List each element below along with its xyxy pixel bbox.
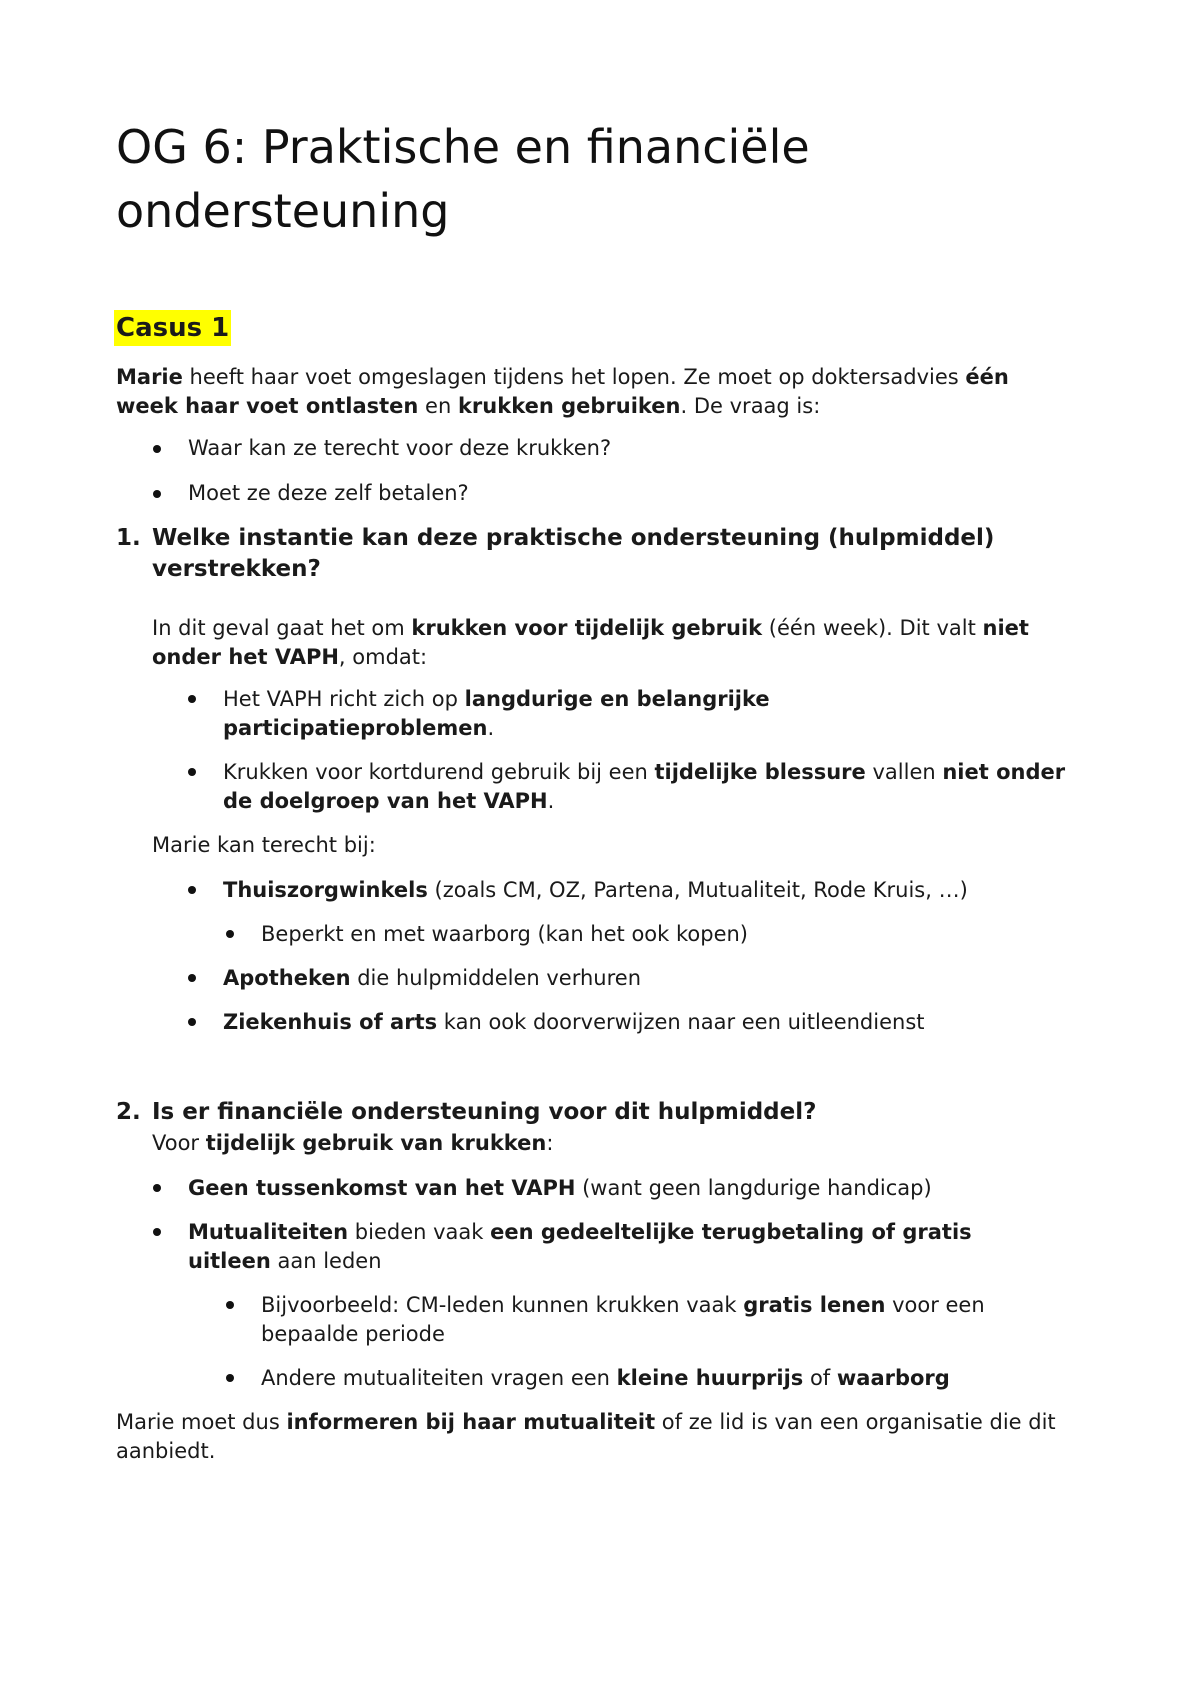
casus-heading: Casus 1	[114, 310, 231, 346]
q2-sub-bullet-2	[261, 1364, 1121, 1393]
q2-bullet-mutualiteiten	[188, 1218, 1048, 1276]
q1-bullet-2-bold-2: niet onder de doelgroep van het VAPH	[223, 760, 1066, 813]
q2-sub-1-bold: gratis lenen	[743, 1293, 886, 1317]
intro-bullet-2: Moet ze deze zelf betalen?	[188, 481, 469, 505]
q1-text-1: In dit geval gaat het om	[152, 616, 412, 640]
q2-sub-bullet-1	[261, 1291, 1061, 1349]
q1-text-3: , omdat:	[338, 645, 428, 669]
option-1-sub: Beperkt en met waarborg (kan het ook kopen)	[261, 922, 748, 946]
bullet-dot	[153, 445, 161, 453]
option-thuiszorgwinkels	[223, 876, 968, 905]
option-1-text: (zoals CM, OZ, Partena, Mutualiteit, Rode Kruis, …)	[427, 878, 968, 902]
option-3-text: kan ook doorverwijzen naar een uitleendienst	[437, 1010, 925, 1034]
q2-bullet-1-bold: Geen tussenkomst van het VAPH	[188, 1176, 576, 1200]
intro-bold-2: krukken gebruiken	[457, 394, 681, 418]
q2-bullet-1-text: (want geen langdurige handicap)	[575, 1176, 932, 1200]
q1-paragraph	[152, 614, 1102, 672]
intro-text-3: . De vraag is:	[680, 394, 821, 418]
bullet-dot	[188, 768, 196, 776]
bullet-dot	[153, 1184, 161, 1192]
q2-sub-1-text-1: Bijvoorbeeld: CM-leden kunnen krukken vaak	[261, 1293, 744, 1317]
intro-text-1: heeft haar voet omgeslagen tijdens het lopen. Ze moet op doktersadvies	[182, 365, 966, 389]
intro-bullet-1: Waar kan ze terecht voor deze krukken?	[188, 436, 612, 460]
q2-sub-2-text-2: of	[803, 1366, 837, 1390]
q2-conclusion	[116, 1408, 1096, 1466]
question-1-number: 1.	[116, 525, 141, 551]
q1-text-2: (één week). Dit valt	[762, 616, 983, 640]
q2-voor-text: Voor	[152, 1131, 206, 1155]
q2-bullet-2-text-1: bieden vaak	[348, 1220, 491, 1244]
option-2-bold: Apotheken	[223, 966, 351, 990]
option-ziekenhuis	[223, 1008, 925, 1037]
option-1-bold: Thuiszorgwinkels	[223, 878, 428, 902]
page-title: OG 6: Praktische en financiële ondersteuning	[116, 120, 810, 238]
conclusion-text-1: Marie moet dus	[116, 1410, 287, 1434]
bullet-dot	[153, 1228, 161, 1236]
q2-sub-2-bold-2: waarborg	[836, 1366, 950, 1390]
q1-bullet-1-bold: langdurige en belangrijke participatieproblemen	[223, 687, 770, 740]
bullet-dot	[188, 1018, 196, 1026]
q2-voor-end: :	[546, 1131, 554, 1155]
marie-kan-terecht: Marie kan terecht bij:	[152, 833, 376, 857]
q2-bullet-2-bold-2: een gedeeltelijke terugbetaling of gratis uitleen	[188, 1220, 972, 1273]
q2-sub-2-text-1: Andere mutualiteiten vragen een	[261, 1366, 617, 1390]
intro-text-2: en	[418, 394, 458, 418]
bullet-dot	[188, 886, 196, 894]
q2-sub-1-text-2: voor een bepaalde periode	[261, 1293, 985, 1346]
option-2-text: die hulpmiddelen verhuren	[350, 966, 642, 990]
q1-bullet-2-text-1: Krukken voor kortdurend gebruik bij een	[223, 760, 655, 784]
intro-name: Marie	[116, 365, 183, 389]
q1-bullet-1	[223, 685, 863, 743]
bullet-dot	[153, 490, 161, 498]
bullet-dot	[188, 695, 196, 703]
q2-voor-bold: tijdelijk gebruik van krukken	[205, 1131, 547, 1155]
q1-bullet-1-end: .	[487, 716, 495, 740]
conclusion-bold: informeren bij haar mutualiteit	[286, 1410, 656, 1434]
q2-bullet-2-bold-1: Mutualiteiten	[188, 1220, 349, 1244]
q1-bullet-1-text: Het VAPH richt zich op	[223, 687, 465, 711]
intro-paragraph	[116, 363, 1076, 421]
question-2-number: 2.	[116, 1099, 141, 1125]
sub-bullet-dot	[226, 1301, 234, 1309]
q1-bold-1: krukken voor tijdelijk gebruik	[411, 616, 763, 640]
q1-bullet-2-end: .	[547, 789, 555, 813]
question-1-heading: Welke instantie kan deze praktische ondersteuning (hulpmiddel) verstrekken?	[152, 525, 995, 582]
question-2-heading: Is er financiële ondersteuning voor dit hulpmiddel?	[152, 1099, 817, 1125]
q2-bullet-2-text-2: aan leden	[270, 1249, 382, 1273]
option-3-bold: Ziekenhuis of arts	[223, 1010, 438, 1034]
q2-bullet-vaph	[188, 1174, 932, 1203]
q1-bold-2: niet onder het VAPH	[152, 616, 1029, 669]
conclusion-text-2: of ze lid is van een organisatie die dit aanbiedt.	[116, 1410, 1056, 1463]
bullet-dot	[188, 974, 196, 982]
q1-bullet-2	[223, 758, 1083, 816]
intro-bold-1: één week haar voet ontlasten	[116, 365, 1009, 418]
q1-bullet-2-text-2: vallen	[865, 760, 943, 784]
q2-sub-2-bold-1: kleine huurprijs	[616, 1366, 804, 1390]
sub-bullet-dot	[226, 930, 234, 938]
option-apotheken	[223, 964, 641, 993]
q1-bullet-2-bold-1: tijdelijke blessure	[654, 760, 866, 784]
q2-voor	[152, 1129, 1112, 1158]
sub-bullet-dot	[226, 1374, 234, 1382]
